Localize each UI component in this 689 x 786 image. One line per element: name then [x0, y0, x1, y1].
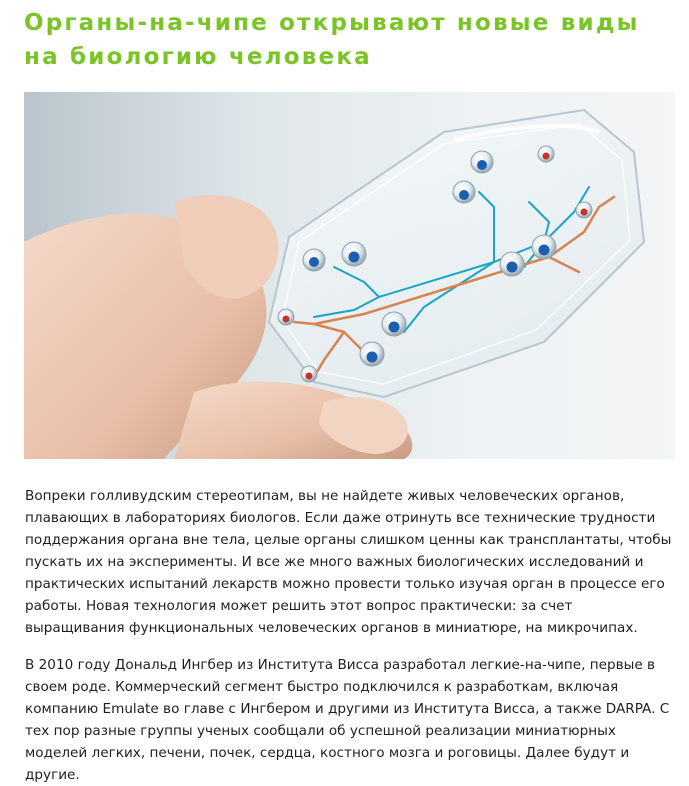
article-photo — [24, 92, 675, 459]
article-paragraph: В 2010 году Дональд Ингбер из Института Висса разработал легкие-на-чипе, первые в своем роде. Коммерческий сегмент быстро подключился к разработкам, включая компанию Emulate во главе с Ингбером и другими из Института Висса, а также DARPA. С тех пор разные группы ученых сообщали об успешной реализации миниатюрных моделей легких, печени, почек, сердца, костного мозга и роговицы. Далее будут и другие. — [25, 657, 670, 783]
article-paragraph: Вопреки голливудским стереотипам, вы не найдете живых человеческих органов, плавающих в лабораториях биологов. Если даже отринуть все технические трудности поддержания органа вне тела, целые органы слишком ценны как трансплантаты, чтобы пускать их на эксперименты. И все же много важных биологических исследований и практических испытаний лекарств можно провести только изучая орган в процессе его работы. Новая технология может решить этот вопрос практически: за счет выращивания функциональных человеческих органов в миниатюре, на микрочипах. — [25, 488, 672, 636]
article-title: Органы-на-чипе открывают новые виды на биологию человека — [24, 10, 640, 70]
